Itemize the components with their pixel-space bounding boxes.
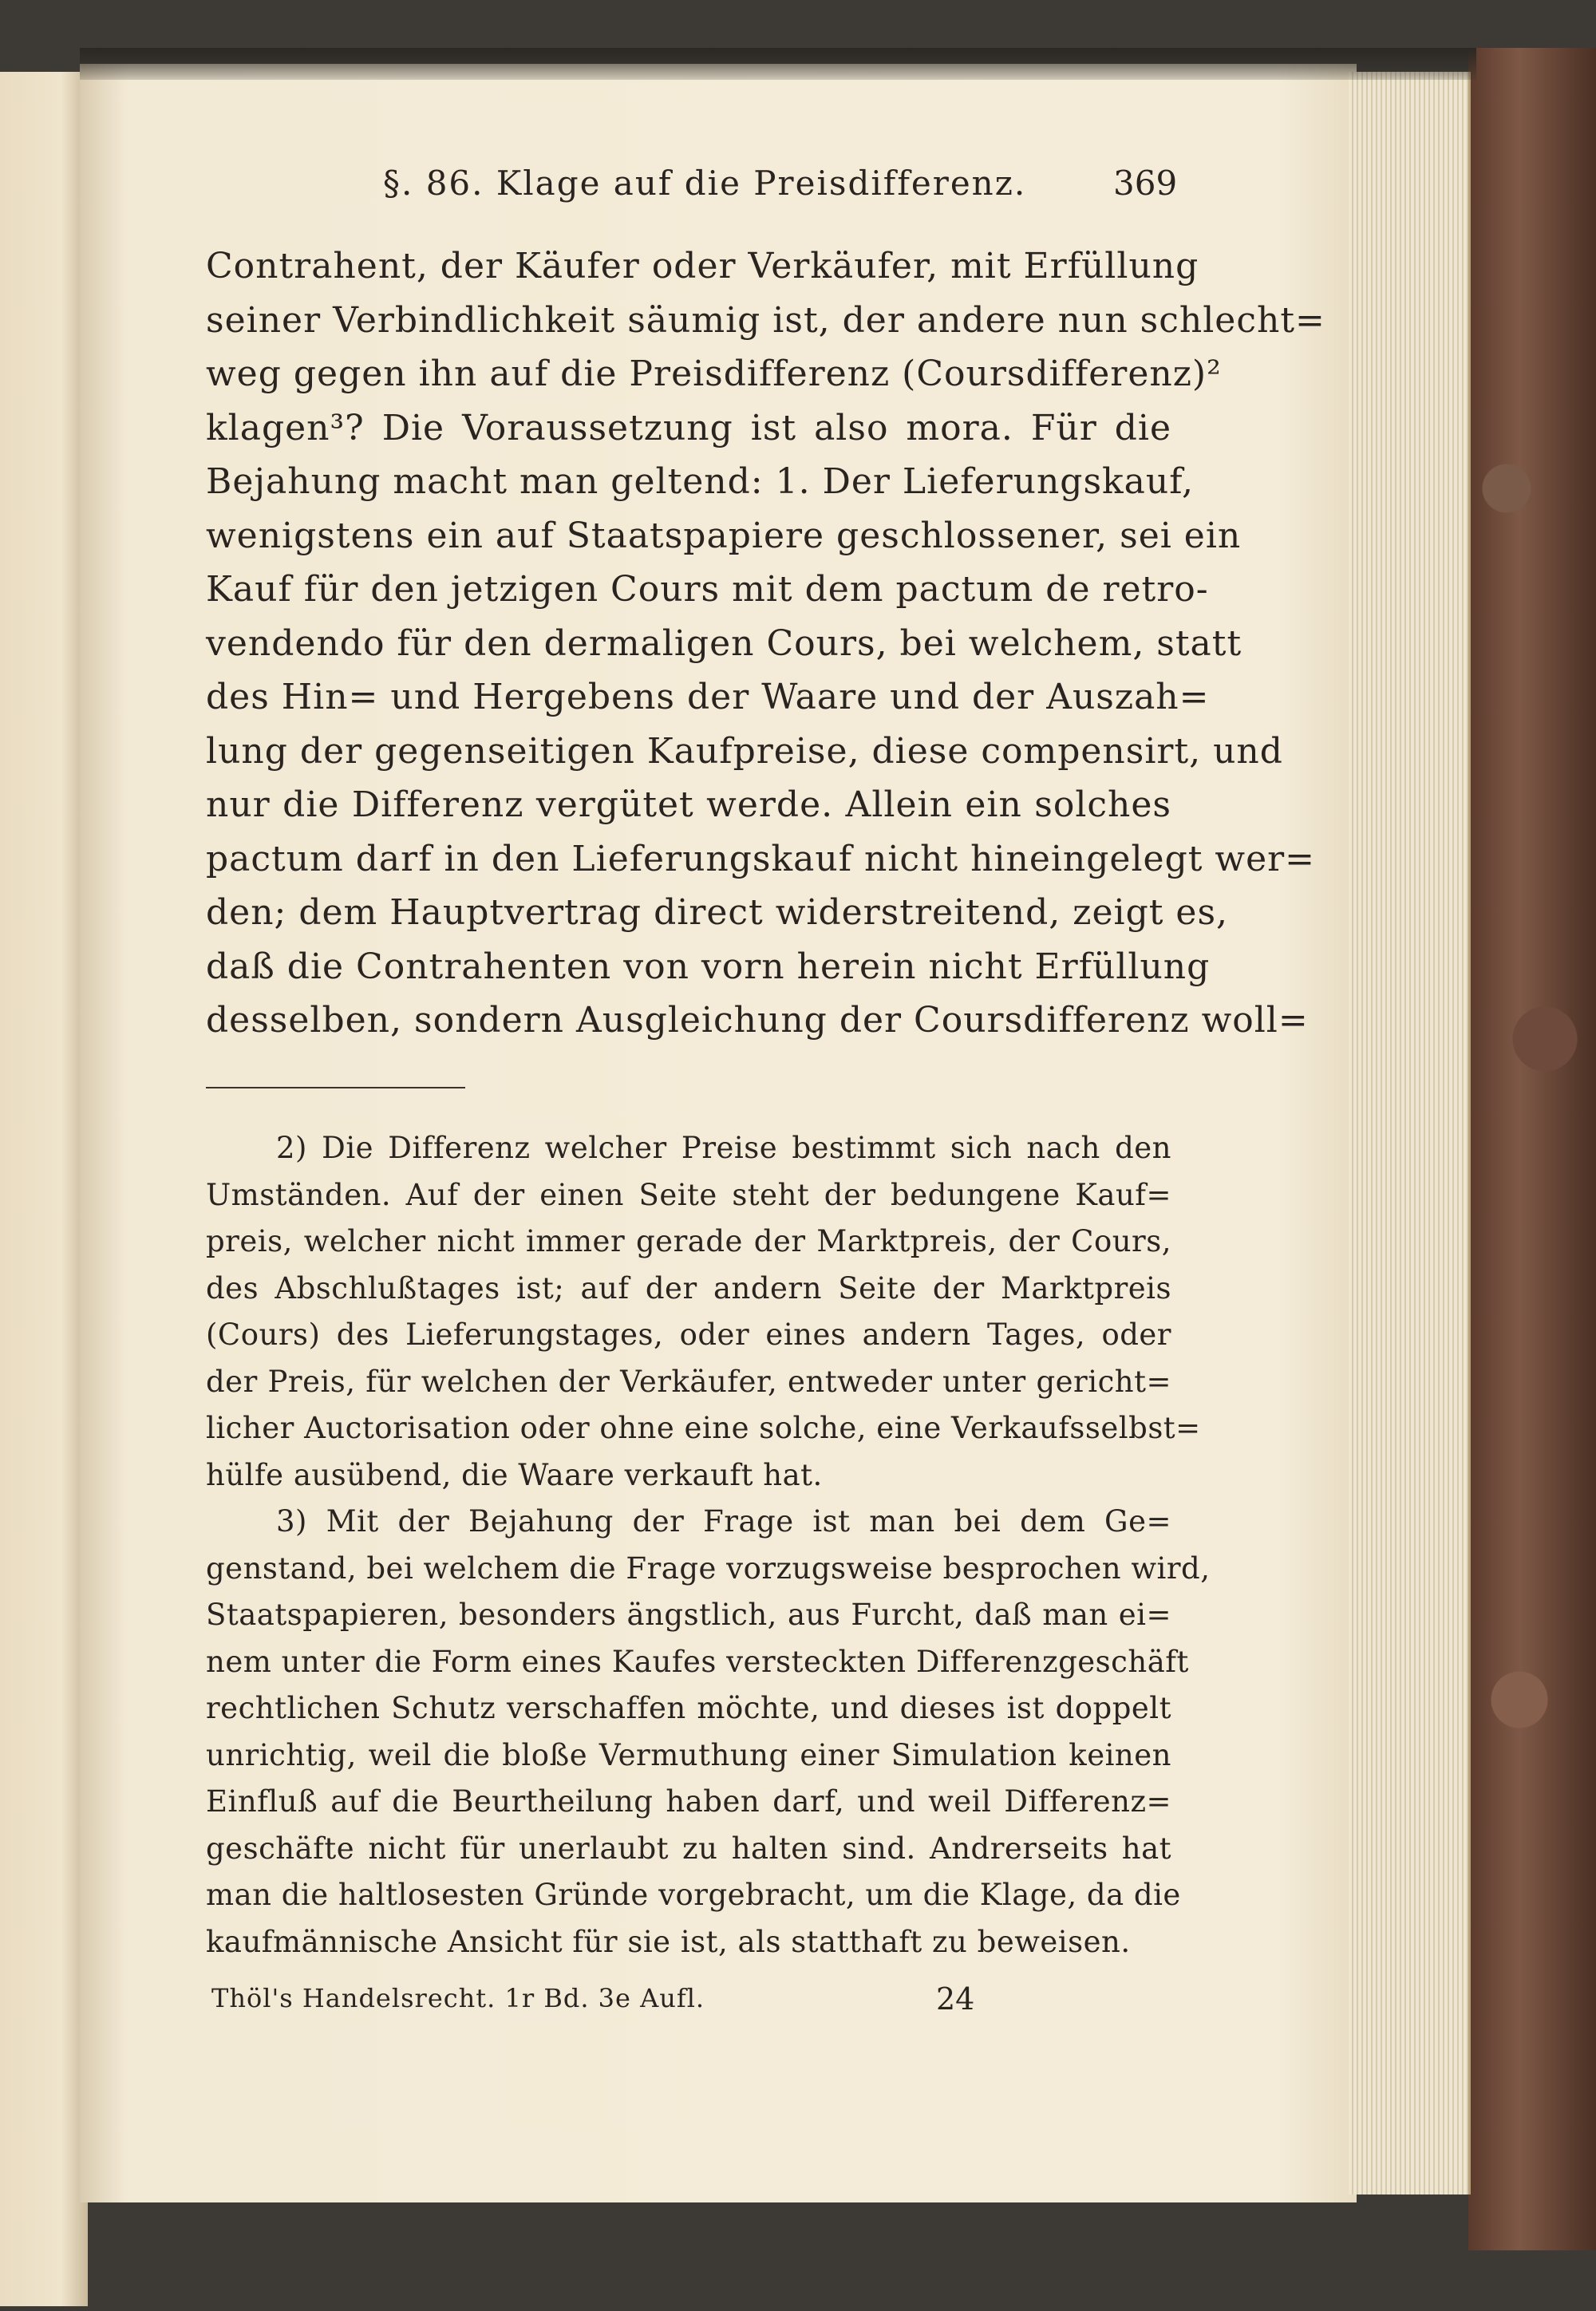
footnote-line: preis, welcher nicht immer gerade der Marktpreis, der Cours, [206, 1224, 1171, 1258]
body-line: desselben, sondern Ausgleichung der Coursdifferenz woll= [206, 1000, 1309, 1041]
footnote-line: Umständen. Auf der einen Seite steht der bedungene Kauf= [206, 1177, 1171, 1212]
body-line: vendendo für den dermaligen Cours, bei welchem, statt [206, 622, 1242, 664]
footnotes [206, 1125, 1211, 1965]
body-line: Bejahung macht man geltend: 1. Der Lieferungskauf, [206, 461, 1194, 502]
body-line: nur die Differenz vergütet werde. Allein ein solches [206, 784, 1171, 825]
body-line: weg gegen ihn auf die Preisdifferenz (Coursdifferenz)² [206, 354, 1222, 394]
footnote-line: des Abschlußtages ist; auf der andern Seite der Marktpreis [206, 1270, 1171, 1306]
body-line: des Hin= und Hergebens der Waare und der Auszah= [206, 677, 1210, 717]
left-page-edge [0, 72, 88, 2306]
footnote-line: nem unter die Form eines Kaufes versteckten Differenzgeschäft [206, 1644, 1189, 1679]
body-line: lung der gegenseitigen Kaufpreise, diese compensirt, und [206, 730, 1283, 772]
top-shadow [80, 48, 1476, 80]
footnote-line: Einfluß auf die Beurtheilung haben darf, und weil Differenz= [206, 1784, 1171, 1819]
running-title: §. 86. Klage auf die Preisdifferenz. [383, 164, 1027, 203]
imprint-line: Thöl's Handelsrecht. 1r Bd. 3e Aufl. [211, 1983, 705, 2013]
footnote-line: unrichtig, weil die bloße Vermuthung einer Simulation keinen [206, 1737, 1171, 1772]
footnote-line: geschäfte nicht für unerlaubt zu halten sind. Andrerseits hat [206, 1831, 1171, 1866]
footnote-line: der Preis, für welchen der Verkäufer, entweder unter gericht= [206, 1364, 1171, 1399]
body-line: Kauf für den jetzigen Cours mit dem pactum de retro- [206, 569, 1209, 610]
footnote-line: 2) Die Differenz welcher Preise bestimmt sich nach den [276, 1131, 1171, 1165]
page-edges [1349, 72, 1471, 2194]
body-line: den; dem Hauptvertrag direct widerstreitend, zeigt es, [206, 892, 1229, 933]
book-cover [1468, 48, 1596, 2250]
footnote-line: hülfe ausübend, die Waare verkauft hat. [206, 1457, 823, 1492]
footnote-line: Staatspapieren, besonders ängstlich, aus Furcht, daß man ei= [206, 1598, 1171, 1632]
body-line: pactum darf in den Lieferungskauf nicht hineingelegt wer= [206, 838, 1316, 879]
footnote-line: rechtlichen Schutz verschaffen möchte, und dieses ist doppelt [206, 1691, 1171, 1725]
footnote-line: kaufmännische Ansicht für sie ist, als statthaft zu beweisen. [206, 1924, 1131, 1959]
body-line: daß die Contrahenten von vorn herein nicht Erfüllung [206, 946, 1211, 987]
footnote-line: genstand, bei welchem die Frage vorzugsweise besprochen wird, [206, 1551, 1211, 1586]
footnote-line: (Cours) des Lieferungstages, oder eines andern Tages, oder [206, 1317, 1171, 1352]
page-number: 369 [1113, 164, 1178, 203]
signature-mark: 24 [936, 1981, 975, 2017]
body-line: klagen³? Die Voraussetzung ist also mora. Für die [206, 407, 1171, 448]
body-line: Contrahent, der Käufer oder Verkäufer, mit Erfüllung [206, 246, 1199, 286]
body-line: seiner Verbindlichkeit säumig ist, der andere nun schlecht= [206, 299, 1325, 341]
body-line: wenigstens ein auf Staatspapiere geschlossener, sei ein [206, 515, 1242, 556]
body-text [206, 239, 1325, 1048]
footnote-line: licher Auctorisation oder ohne eine solche, eine Verkaufsselbst= [206, 1411, 1201, 1445]
footnote-line: 3) Mit der Bejahung der Frage ist man bei dem Ge= [276, 1504, 1171, 1539]
footnote-rule [206, 1087, 465, 1088]
footnote-line: man die haltlosesten Gründe vorgebracht, um die Klage, da die [206, 1878, 1181, 1912]
